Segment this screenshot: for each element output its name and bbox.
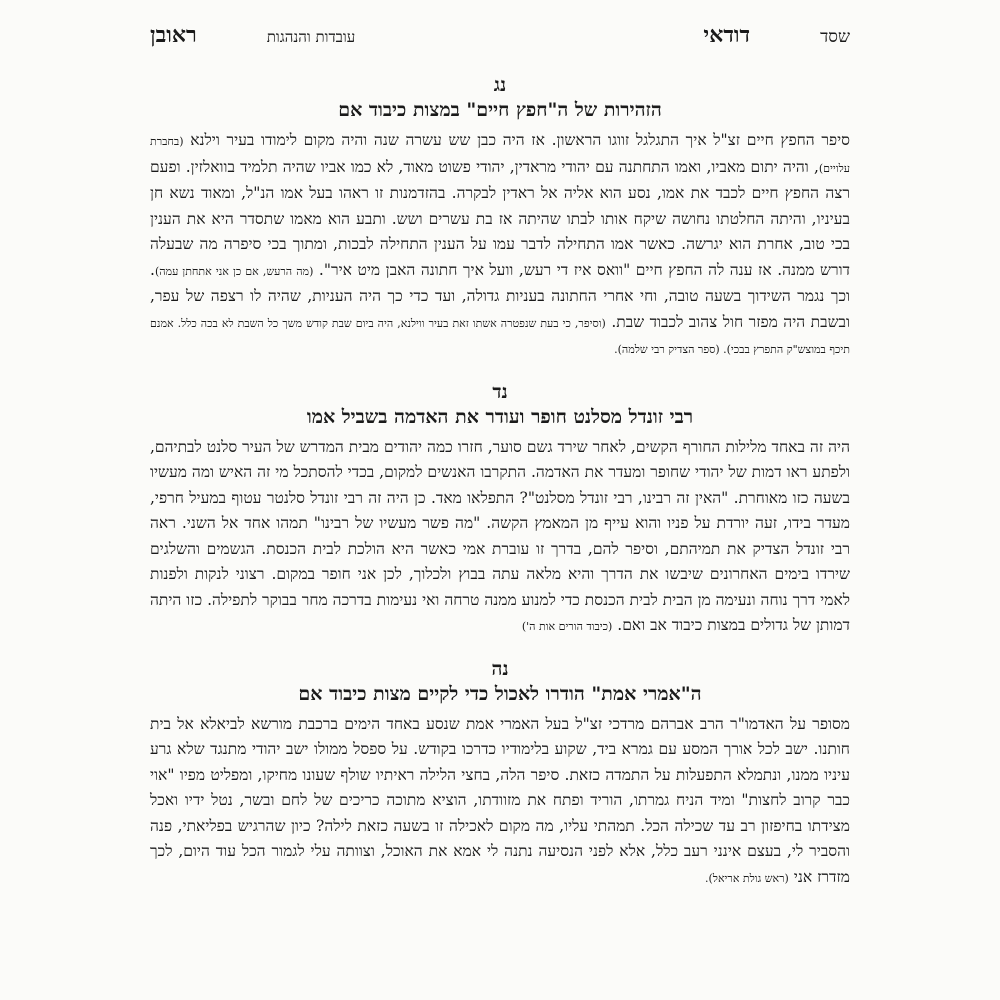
header-left-group — [150, 22, 355, 48]
body-text: סיפר החפץ חיים זצ"ל איך התגלגל זווגו הראשון. אז היה כבן שש עשרה שנה והיה מקום לימודו בעיר וילנא — [190, 131, 850, 149]
running-header — [150, 22, 850, 62]
page-number: שסד — [820, 27, 850, 47]
body-text: מסופר על האדמו"ר הרב אברהם מרדכי זצ"ל בעל האמרי אמת שנסע באחד הימים ברכבת מורשא לביאלא אל בית חותנו. ישב לכל אורך המסע עם גמרא ביד, שקוע בלימודיו כדרכו בקודש. על ספסל ממולו ישב יהודי מתנגד שלא גרע עיניו ממנו, ונתמלא התפעלות על התמדה כזאת. סיפר הלה, בחצי הלילה ראיתיו שולף שעונו מחיקו, ומפליט מפיו "אוי כבר קרוב לחצות" ומיד הניח גמרתו, הוריד ופתח את מזוודתו, הוציא מתוכה כריכים של לחם ובשר, נטל ידיו ואכל מצידתו בחיפזון רב עד שכילה הכל. תמהתי עליו, מה מקום לאכילה זו בשעה כזאת לילה? כיון שהרגיש בפליאתי, פנה והסביר לי, בעצם אינני רעב כלל, אלא לפני הנסיעה נתנה לי אמא את האוכל, וצוותה עלי לגמור הכל עוד היום, לכך מזדרז אני — [150, 714, 850, 886]
inline-source: (מה הרעש, אם כן אני אתחתן עמה) — [154, 264, 314, 278]
article-body — [150, 435, 850, 640]
book-title: דודאי — [703, 22, 751, 48]
inline-source: (כיבוד הורים אות ה') — [521, 620, 613, 633]
header-right-group — [703, 22, 850, 48]
body-text: . וכך נגמר השידוך בשעה טובה, וחי אחרי החתונה בעניות גדולה, ועד כדי כך היה העניות, שהיה לו רצפה של עפר, ובשבת היה מפזר חול צהוב לכבוד שבת. — [150, 260, 850, 331]
article-number: נד — [492, 380, 508, 403]
chapter-name: ראובן — [150, 22, 197, 48]
article-title: הזהירות של ה"חפץ חיים" במצות כיבוד אם — [338, 99, 662, 121]
footnote: (וסיפר, כי בעת שנפטרה אשתו זאת בעיר ווילנא, היה ביום שבת קודש משך כל השבת לא בכה כלל. אמנם תיכף במוצש"ק התפרץ בבכי). (ספר הצדיק רבי שלמה). — [150, 316, 850, 356]
article-1 — [150, 74, 850, 363]
article-number: נג — [493, 74, 507, 96]
body-text: היה זה באחד מלילות החורף הקשים, לאחר שירד גשם סוער, חזרו כמה יהודים מבית המדרש של העיר סלנט לבתיהם, ולפתע ראו דמות של יהודי שחופר ומעדר את האדמה. התקרבו האנשים למקום, בכדי להסתכל מי זה האיש ומה מעשיו בשעה כזו מאוחרת. "האין זה רבינו, רבי זונדל מסלנט"? התפלאו מאד. כן היה זה רבי זונדל סלנטר עטוף במעיל חרפי, מעדר בידו, זעה יורדת על פניו והוא עייף מן המאמץ הקשה. "מה פשר מעשיו של רבינו" תמהו אחד אל השני. ראה רבי זונדל הצדיק את תמיהתם, וסיפר להם, בדרך זו עוברת אמי כאשר היא הולכת לבית הכנסת. הגשמים והשלגים שירדו בימים האחרונים שיבשו את הדרך והיא מלאה עתה בבוץ ולכלוך, לכן אני חופר במקום. רצוני לנקות ולפנות לאמי דרך נוחה ונעימה מן הבית לבית הכנסת כדי למנוע ממנה טרחה ואי נעימות בדרכה מחר בבוקר לתפילה. כזו היתה דמותן של גדולים במצות כיבוד אב ואם. — [150, 437, 850, 634]
article-2 — [150, 381, 850, 640]
article-title: ה"אמרי אמת" הודרו לאכול כדי לקיים מצות כיבוד אם — [298, 682, 702, 705]
article-number: נה — [491, 657, 509, 680]
article-title: רבי זונדל מסלנט חופר ועודר את האדמה בשביל אמו — [306, 405, 694, 428]
inline-source: (בחברת עלויים) — [150, 135, 850, 175]
inline-source: (ראש גולת אריאל). — [705, 871, 789, 885]
article-body — [150, 128, 850, 363]
section-title: עובדות והנהגות — [266, 28, 356, 46]
article-body — [150, 712, 850, 892]
body-text: , והיה יתום מאביו, ואמו התחתנה עם יהודי מראדין, יהודי פשוט מאוד, לא כמו אביו שהיה תלמיד בוואלזין. ופעם רצה החפץ חיים לכבד את אמו, נסע הוא אליה אל ראדין לבקרה. בהזדמנות זו ראהו בעל אמו הנ"ל, ומאוד נשא חן בעיניו, והיתה החלטתו נחושה שיקח אותו לבתו שהיתה אז בת עשרים ושש. ותבע הוא מאמו שתסדר היא את הענין בכי טוב, אחרת הוא יגרשה. כאשר אמו התחילה לדבר עמו על הענין התחילה לבכות, ומתוך בכי סיפרה מה שבעלה דורש ממנה. אז ענה לה החפץ חיים "וואס איז די רעש, וועל איך חתונה האבן מיט איר". — [150, 157, 850, 279]
article-3 — [150, 658, 850, 892]
